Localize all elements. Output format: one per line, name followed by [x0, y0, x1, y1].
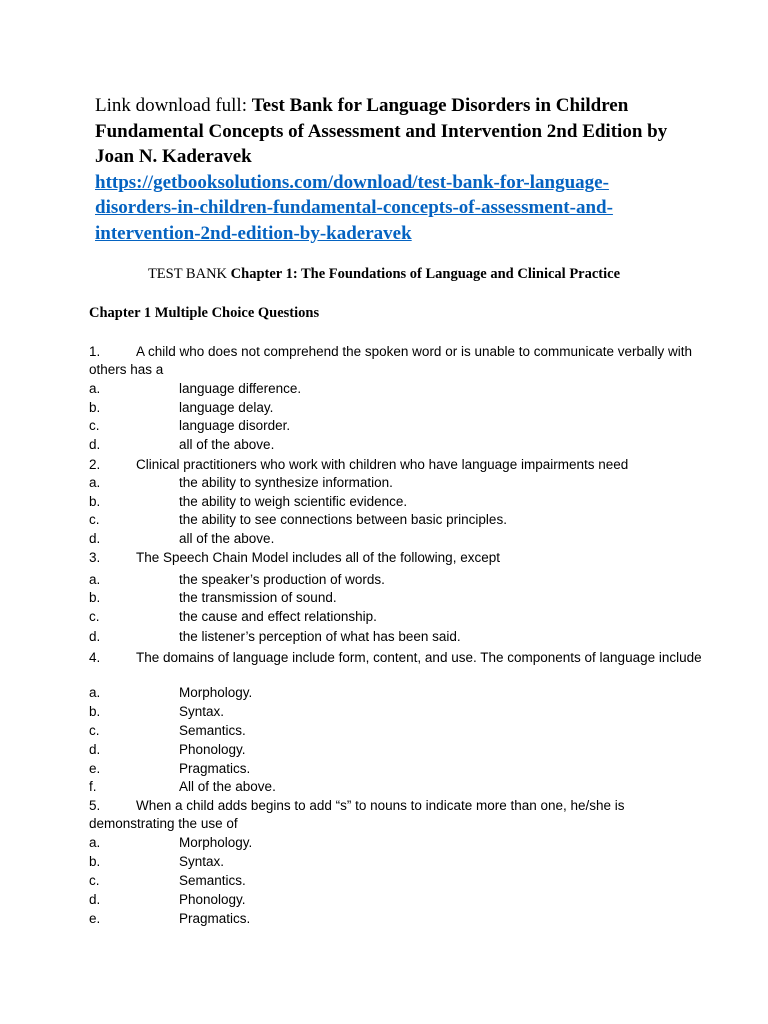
- option-text: the ability to synthesize information.: [179, 475, 393, 490]
- option-text: Semantics.: [179, 873, 246, 888]
- option-letter: b.: [89, 494, 101, 509]
- option-text: Syntax.: [179, 704, 225, 719]
- option-text: All of the above.: [179, 779, 276, 794]
- option-letter: c.: [89, 609, 100, 624]
- answer-option: [89, 474, 709, 492]
- answer-option: [89, 834, 709, 852]
- option-letter: e.: [89, 761, 101, 776]
- option-letter: a.: [89, 685, 101, 700]
- answer-option: [89, 493, 709, 511]
- option-letter: a.: [89, 572, 101, 587]
- option-text: Syntax.: [179, 854, 225, 869]
- question-stem: [89, 456, 709, 474]
- question-text: The domains of language include form, content, and use. The components of language include: [136, 650, 702, 665]
- option-text: Morphology.: [179, 685, 253, 700]
- option-letter: c.: [89, 723, 100, 738]
- option-text: language disorder.: [179, 418, 291, 433]
- option-letter: d.: [89, 437, 101, 452]
- option-text: Pragmatics.: [179, 761, 251, 776]
- answer-option: [89, 417, 709, 435]
- book-title: Test Bank for Language Disorders in Children Fundamental Concepts of Assessment and Intervention 2nd Edition by Joan N. Kaderavek: [95, 95, 668, 167]
- question-stem: [89, 797, 709, 833]
- option-text: Morphology.: [179, 835, 253, 850]
- question-stem: [89, 343, 709, 379]
- answer-option: [89, 608, 709, 626]
- answer-option: [89, 628, 709, 646]
- option-text: the listener’s perception of what has been said.: [179, 629, 461, 644]
- question-stem: [89, 549, 709, 567]
- answer-option: [89, 703, 709, 721]
- option-text: Semantics.: [179, 723, 246, 738]
- option-text: the ability to see connections between basic principles.: [179, 512, 507, 527]
- question-stem: [89, 649, 709, 667]
- option-letter: d.: [89, 742, 101, 757]
- document-header: [95, 93, 685, 246]
- option-letter: a.: [89, 475, 101, 490]
- answer-option: [89, 511, 709, 529]
- option-letter: f.: [89, 779, 97, 794]
- option-text: all of the above.: [179, 531, 275, 546]
- answer-option: [89, 380, 709, 398]
- option-text: language delay.: [179, 400, 274, 415]
- option-letter: b.: [89, 704, 101, 719]
- option-text: Phonology.: [179, 892, 246, 907]
- answer-option: [89, 571, 709, 589]
- option-letter: b.: [89, 590, 101, 605]
- option-letter: b.: [89, 854, 101, 869]
- header-prefix: Link download full:: [95, 95, 252, 116]
- answer-option: [89, 684, 709, 702]
- option-text: Phonology.: [179, 742, 246, 757]
- chapter-title-prefix: TEST BANK: [147, 266, 231, 282]
- section-heading: Chapter 1 Multiple Choice Questions: [89, 305, 320, 321]
- option-letter: c.: [89, 512, 100, 527]
- answer-option: [89, 399, 709, 417]
- option-letter: c.: [89, 418, 100, 433]
- answer-option: [89, 722, 709, 740]
- option-letter: b.: [89, 400, 101, 415]
- option-letter: d.: [89, 892, 101, 907]
- option-text: language difference.: [179, 381, 302, 396]
- answer-option: [89, 741, 709, 759]
- question-text: Clinical practitioners who work with children who have language impairments need: [136, 457, 629, 472]
- chapter-title: [0, 266, 768, 283]
- option-text: the transmission of sound.: [179, 590, 337, 605]
- option-letter: c.: [89, 873, 100, 888]
- question-number: 2.: [89, 457, 101, 472]
- option-text: the ability to weigh scientific evidence.: [179, 494, 408, 509]
- answer-option: [89, 436, 709, 454]
- answer-option: [89, 760, 709, 778]
- option-letter: a.: [89, 835, 101, 850]
- answer-option: [89, 530, 709, 548]
- option-text: all of the above.: [179, 437, 275, 452]
- option-text: Pragmatics.: [179, 911, 251, 926]
- question-number: 4.: [89, 650, 101, 665]
- answer-option: [89, 910, 709, 928]
- question-number: 1.: [89, 344, 101, 359]
- answer-option: [89, 872, 709, 890]
- option-letter: d.: [89, 531, 101, 546]
- question-number: 3.: [89, 550, 101, 565]
- answer-option: [89, 778, 709, 796]
- question-text: When a child adds begins to add “s” to nouns to indicate more than one, he/she is demonstrating the use of: [89, 798, 625, 831]
- option-letter: a.: [89, 381, 101, 396]
- answer-option: [89, 891, 709, 909]
- option-letter: d.: [89, 629, 101, 644]
- question-number: 5.: [89, 798, 101, 813]
- option-letter: e.: [89, 911, 101, 926]
- download-link[interactable]: https://getbooksolutions.com/download/test-bank-for-language-disorders-in-children-fundamental-concepts-of-assessment-and-intervention-2nd-edition-by-kaderavek: [95, 171, 613, 244]
- option-text: the speaker’s production of words.: [179, 572, 385, 587]
- option-text: the cause and effect relationship.: [179, 609, 377, 624]
- chapter-title-text: Chapter 1: The Foundations of Language and Clinical Practice: [230, 266, 621, 282]
- answer-option: [89, 853, 709, 871]
- question-text: The Speech Chain Model includes all of the following, except: [136, 550, 500, 565]
- question-text: A child who does not comprehend the spoken word or is unable to communicate verbally with others has a: [89, 344, 693, 377]
- answer-option: [89, 589, 709, 607]
